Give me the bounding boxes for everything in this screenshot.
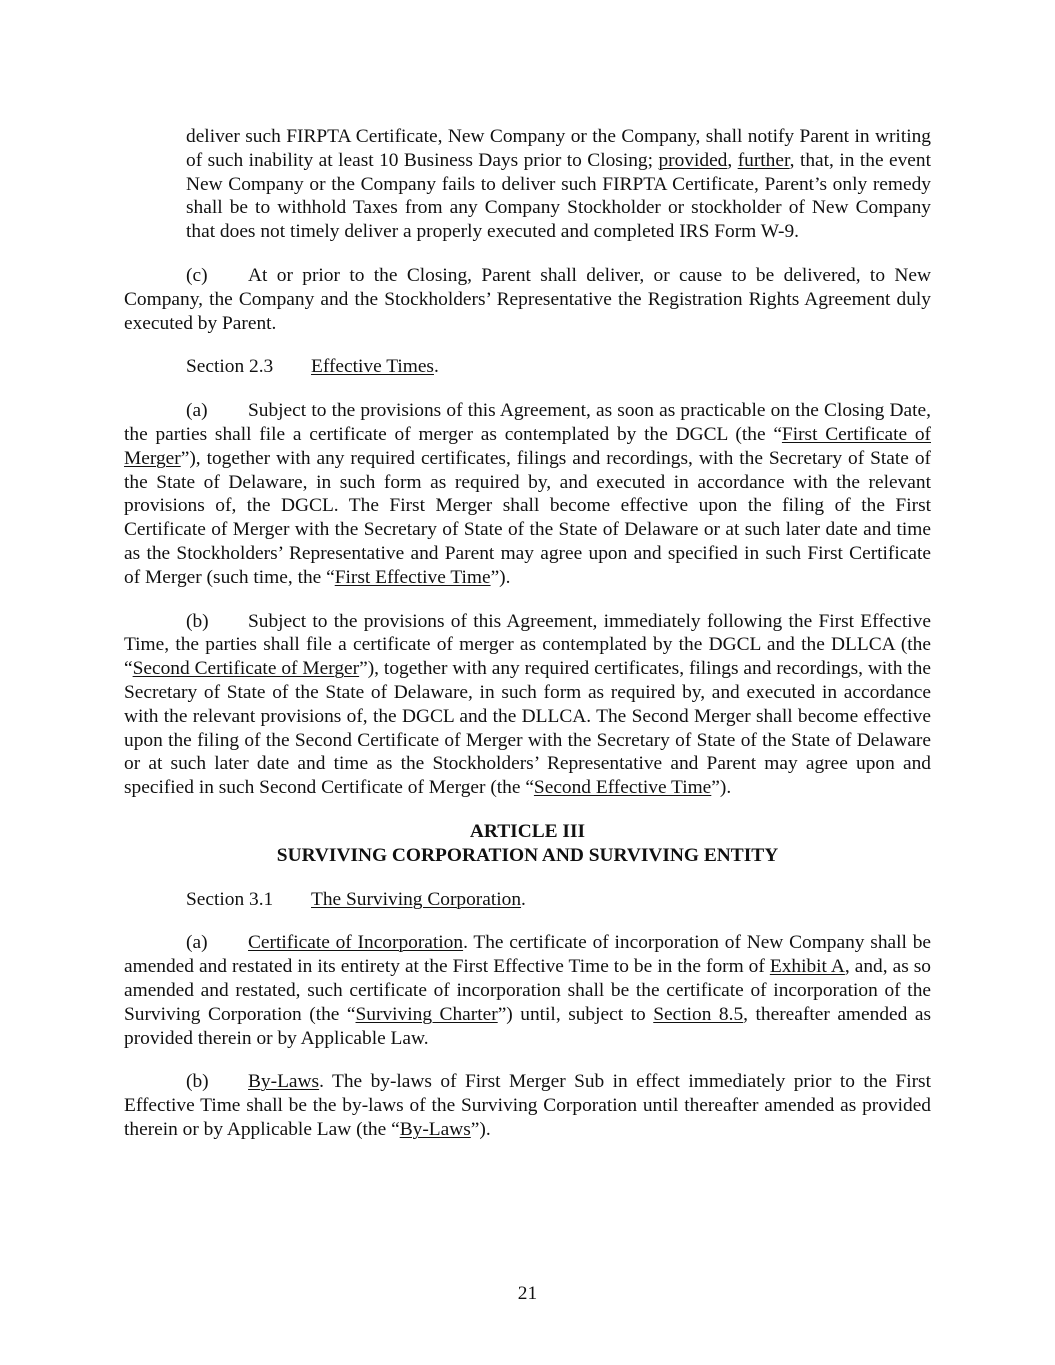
section-3-1-heading: [124, 888, 931, 912]
section-title: The Surviving Corporation: [311, 888, 522, 910]
text-run: , that, in the event New Company or the Company fails to deliver such FIRPTA Certificate, Parent’s only remedy shall be to withhold Taxes from any Company Stockholder or stockholder of New Company that does not timely deliver a properly executed and completed IRS Form W-9.: [186, 149, 931, 243]
article-title: SURVIVING CORPORATION AND SURVIVING ENTITY: [276, 844, 779, 866]
text-run: ,: [727, 149, 738, 171]
defined-term-first-certificate: First Certificate of Merger: [124, 423, 931, 469]
section-2-3-heading: [124, 355, 931, 379]
defined-term-second-certificate: Second Certificate of Merger: [132, 658, 360, 680]
defined-term-surviving-charter: Surviving Charter: [355, 1003, 498, 1025]
paragraph-number: (c): [186, 264, 208, 286]
text-run: At or prior to the Closing, Parent shall deliver, or cause to be delivered, to New Company, the Company and the Stockholders’ Representative the Registration Rights Agreement duly executed by Parent.: [124, 264, 931, 334]
text-run: Subject to the provisions of this Agreement, immediately following the First Effective Time, the parties shall file a certificate of merger as contemplated by the DGCL and the DLLCA (the “: [124, 610, 931, 680]
text-run: . The by-laws of First Merger Sub in effect immediately prior to the First Effective Time shall be the by-laws of the Surviving Corporation until thereafter amended as provided therein or by Applicable Law (the “: [124, 1071, 931, 1140]
paragraph-heading: Certificate of Incorporation: [248, 932, 464, 954]
text-run: , and, as so amended and restated, such certificate of incorporation shall be the certificate of incorporation of the Surviving Corporation (the “: [124, 956, 931, 1025]
page-number: 21: [517, 1283, 538, 1304]
paragraph-number: (b): [186, 1071, 209, 1093]
paragraph-3-1-a: [124, 931, 931, 1050]
text-run: ”) until, subject to: [497, 1003, 654, 1025]
article-heading: [124, 820, 931, 868]
cross-reference-section-8-5: Section 8.5: [653, 1003, 744, 1025]
text-run: . The certificate of incorporation of New Company shall be amended and restated in its entirety at the First Effective Time to be in the form of: [124, 932, 931, 978]
document-page: [124, 125, 931, 1142]
section-title: Effective Times: [311, 356, 434, 378]
defined-term-second-effective-time: Second Effective Time: [533, 777, 712, 799]
article-number: ARTICLE III: [469, 820, 586, 842]
text-run: deliver such FIRPTA Certificate, New Company or the Company, shall notify Parent in writing of such inability at least 10 Business Days prior to Closing;: [186, 126, 931, 171]
text-run: ”), together with any required certificates, filings and recordings, with the Secretary of State of the State of Delaware, in such form as required by, and executed in accordance with the relevant provisions of, the DGCL. The First Merger shall become effective upon the filing of the First Certificate of Merger with the Secretary of State of the State of Delaware or at such later date and time as the Stockholders’ Representative and Parent may agree upon and specified in such First Certificate of Merger (such time, the “: [124, 447, 931, 588]
defined-term-first-effective-time: First Effective Time: [334, 566, 491, 588]
paragraph-2-3-b: [124, 610, 931, 800]
text-run: ”).: [470, 1118, 491, 1140]
paragraph-c: [124, 264, 931, 335]
paragraph-heading: By-Laws: [248, 1071, 320, 1093]
text-run: .: [433, 356, 439, 378]
paragraph-2-3-a: [124, 399, 931, 589]
cross-reference-exhibit-a: Exhibit A: [769, 956, 845, 978]
paragraph-number: (a): [186, 400, 208, 422]
text-run: .: [521, 888, 526, 910]
text-run: , thereafter amended as provided therein or by Applicable Law.: [124, 1003, 931, 1049]
paragraph-number: (a): [186, 932, 208, 954]
defined-term-further: further: [737, 149, 790, 171]
text-run: ”).: [490, 566, 511, 588]
paragraph-number: (b): [186, 610, 209, 632]
section-number: Section 3.1: [186, 888, 274, 910]
paragraph-3-1-b: [124, 1070, 931, 1141]
text-run: ”), together with any required certificates, filings and recordings, with the Secretary of State of the State of Delaware, in such form as required by, and executed in accordance with the relevant provisions of, the DGCL and the DLLCA. The Second Merger shall become effective upon the filing of the Second Certificate of Merger with the Secretary of State of the State of Delaware or at such later date and time as the Stockholders’ Representative and Parent may agree upon and specified in such Second Certificate of Merger (the “: [124, 658, 931, 799]
defined-term-by-laws: By-Laws: [399, 1118, 471, 1140]
section-number: Section 2.3: [186, 356, 274, 378]
continued-paragraph: [124, 125, 931, 244]
defined-term-provided: provided: [658, 149, 728, 171]
text-run: Subject to the provisions of this Agreement, as soon as practicable on the Closing Date, the parties shall file a certificate of merger as contemplated by the DGCL (the “: [124, 400, 931, 445]
text-run: ”).: [711, 777, 732, 799]
